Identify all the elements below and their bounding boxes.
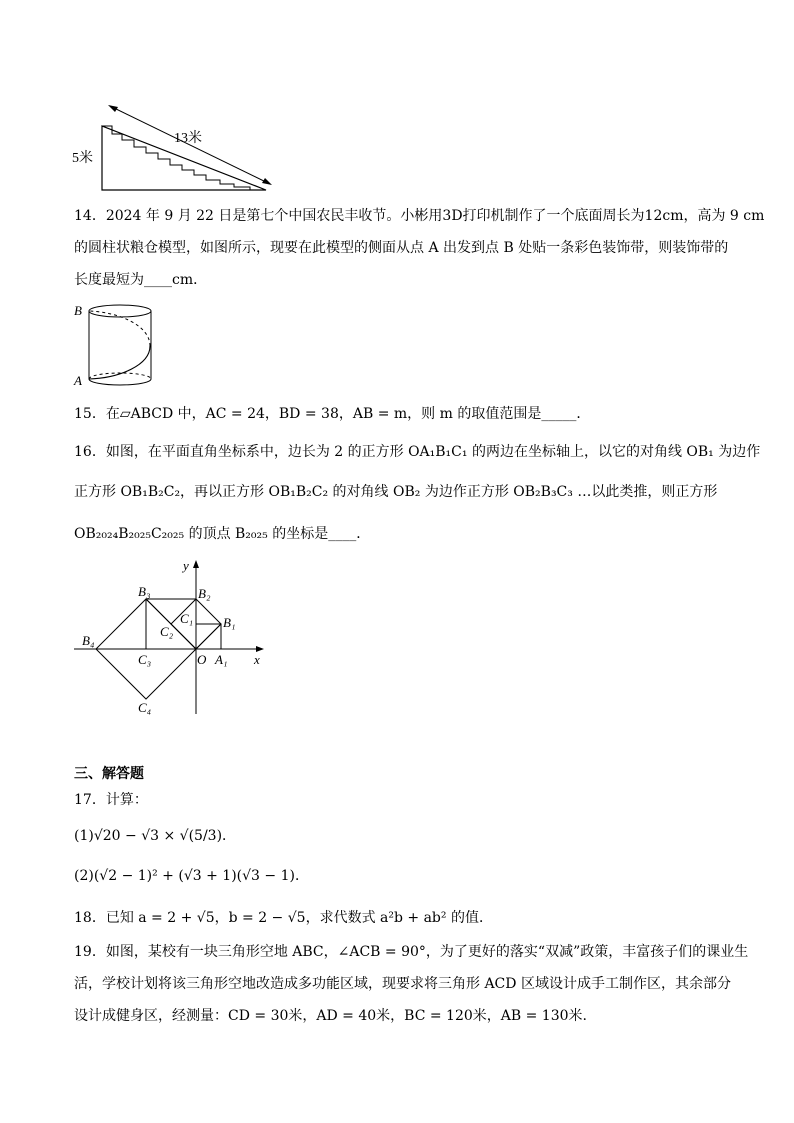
q14-line3: 长度最短为____cm． [74,272,208,288]
q17-part2: (2)(√2 − 1)² + (√3 + 1)(√3 − 1)． [74,868,309,884]
label-b4: B₄ [82,633,95,648]
q19-line1: 19．如图，某校有一块三角形空地 ABC，∠ACB = 90°，为了更好的落实“双减”政策，丰富孩子们的课业生 [74,944,749,960]
label-b1: B₁ [223,615,236,630]
label-b2: B₂ [198,586,211,601]
q16-line3: OB₂₀₂₄B₂₀₂₅C₂₀₂₅ 的顶点 B₂₀₂₅ 的坐标是____． [74,526,371,542]
coordinate-figure [70,556,270,716]
q19-line3: 设计成健身区，经测量：CD = 30米，AD = 40米，BC = 120米，AB = 130米. [74,1008,587,1024]
stairs-slope-label: 13米 [174,131,202,146]
label-a1: A₁ [215,652,228,667]
label-c3: C₃ [138,652,152,667]
axis-y-label: y [183,558,189,573]
q14-line1: 14．2024 年 9 月 22 日是第七个中国农民丰收节。小彬用3D打印机制作了一个底面周长为12cm，高为 9 cm [74,208,765,224]
cyl-label-a: A [74,373,82,388]
section-three-title: 三、解答题 [74,766,144,782]
label-c4: C₄ [138,700,152,715]
q14-line2: 的圆柱状粮仓模型，如图所示，现要在此模型的侧面从点 A 出发到点 B 处贴一条彩色装饰带，则装饰带的 [74,240,729,256]
label-c2: C₂ [160,624,174,639]
q17-part1: (1)√20 − √3 × √(5/3)． [74,828,237,844]
origin-label: O [197,652,207,667]
q19-line2: 活，学校计划将该三角形空地改造成多功能区域，现要求将三角形 ACD 区域设计成手工制作区，其余部分 [74,976,731,992]
q17-title: 17．计算： [74,792,148,808]
cyl-label-b: B [74,303,82,318]
q18-line1: 18．已知 a = 2 + √5，b = 2 − √5，求代数式 a²b + ab² 的值． [74,910,493,926]
axis-x-label: x [254,652,260,667]
q16-line1: 16．如图，在平面直角坐标系中，边长为 2 的正方形 OA₁B₁C₁ 的两边在坐标轴上，以它的对角线 OB₁ 为边作 [74,444,761,460]
q15-line1: 15．在▱ABCD 中，AC = 24，BD = 38，AB = m，则 m 的取值范围是_____． [74,406,591,422]
label-b3: B₃ [138,584,151,599]
q16-line2: 正方形 OB₁B₂C₂，再以正方形 OB₁B₂C₂ 的对角线 OB₂ 为边作正方形 OB₂B₃C₃ …以此类推，则正方形 [74,484,718,500]
cylinder-figure [70,300,160,395]
staircase-figure [70,98,280,198]
label-c1: C₁ [180,611,194,626]
stairs-height-label: 5米 [72,151,93,166]
